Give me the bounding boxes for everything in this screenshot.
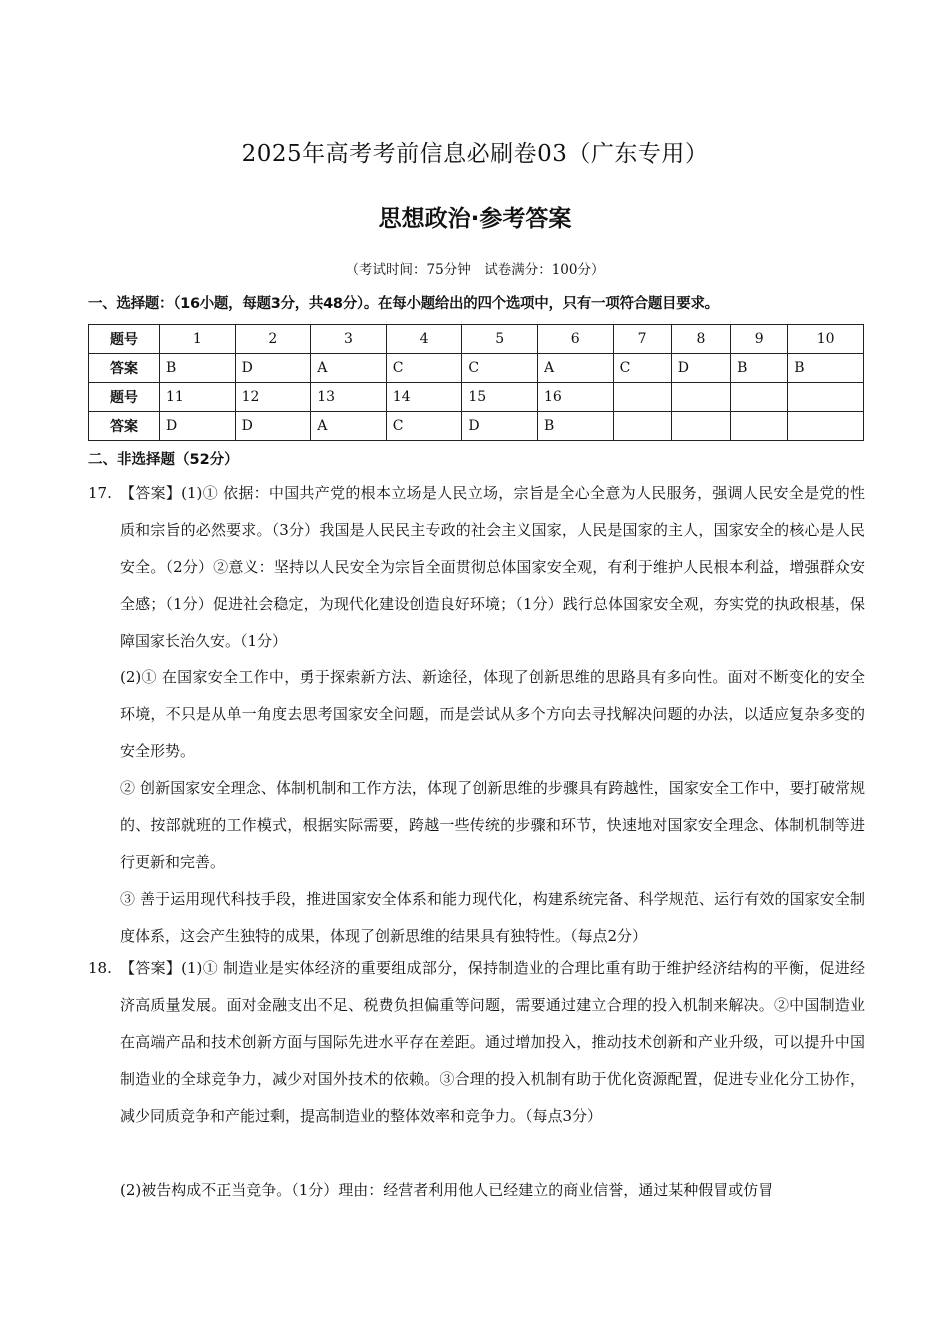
answer-cell: D xyxy=(160,412,236,441)
question-number: 9 xyxy=(731,325,788,354)
answer-cell: A xyxy=(311,412,387,441)
empty-cell xyxy=(613,383,671,412)
question-number: 3 xyxy=(311,325,387,354)
answer-cell: B xyxy=(731,354,788,383)
answer-cell: C xyxy=(386,354,462,383)
page-title: 2025年高考考前信息必刷卷03（广东专用） xyxy=(241,141,709,167)
empty-cell xyxy=(671,412,730,441)
row-label: 答案 xyxy=(89,354,160,383)
row-label: 答案 xyxy=(89,412,160,441)
table-row xyxy=(89,354,864,383)
q17-answer-part2-point1: (2)① 在国家安全工作中，勇于探索新方法、新途径，体现了创新思维的思路具有多向性。面对不断变化的安全环境，不只是从单一角度去思考国家安全问题，而是尝试从多个方向去寻找解决问题的办法，以适应复杂多变的安全形势。 xyxy=(120,668,865,760)
empty-cell xyxy=(788,383,864,412)
empty-cell xyxy=(613,412,671,441)
answer-cell: A xyxy=(537,354,613,383)
q18-answer-part1: 【答案】(1)① 制造业是实体经济的重要组成部分，保持制造业的合理比重有助于维护经济结构的平衡，促进经济高质量发展。面对金融支出不足、税费负担偏重等问题，需要通过建立合理的投入机制来解决。②中国制造业在高端产品和技术创新方面与国际先进水平存在差距。通过增加投入，推动技术创新和产业升级，可以提升中国制造业的全球竞争力，减少对国外技术的依赖。③合理的投入机制有助于优化资源配置，促进专业化分工协作，减少同质竞争和产能过剩，提高制造业的整体效率和竞争力。（每点3分） xyxy=(120,959,865,1125)
answer-cell: D xyxy=(462,412,538,441)
question-number: 4 xyxy=(386,325,462,354)
table-row xyxy=(89,412,864,441)
table-row xyxy=(89,383,864,412)
answer-cell: C xyxy=(462,354,538,383)
question-18-number: 18. xyxy=(88,959,112,977)
question-number: 12 xyxy=(235,383,311,412)
answer-cell: C xyxy=(386,412,462,441)
answer-cell: D xyxy=(235,412,311,441)
q18-answer-part2: (2)被告构成不正当竞争。（1分）理由：经营者利用他人已经建立的商业信誉，通过某种假冒或仿冒 xyxy=(120,1181,774,1199)
table-row xyxy=(89,325,864,354)
question-17-number: 17. xyxy=(88,484,112,502)
answer-cell: C xyxy=(613,354,671,383)
question-number: 1 xyxy=(160,325,236,354)
answer-cell: B xyxy=(537,412,613,441)
question-number: 10 xyxy=(788,325,864,354)
empty-cell xyxy=(788,412,864,441)
section-1-heading: 一、选择题：（16小题，每题3分，共48分）。在每小题给出的四个选项中，只有一项符合题目要求。 xyxy=(88,296,719,312)
question-number: 14 xyxy=(386,383,462,412)
answer-cell: D xyxy=(671,354,730,383)
question-number: 8 xyxy=(671,325,730,354)
row-label: 题号 xyxy=(89,383,160,412)
q17-answer-part2-point2: ② 创新国家安全理念、体制机制和工作方法，体现了创新思维的步骤具有跨越性，国家安全工作中，要打破常规的、按部就班的工作模式，根据实际需要，跨越一些传统的步骤和环节，快速地对国家安全理念、体制机制等进行更新和完善。 xyxy=(120,779,865,871)
question-number: 7 xyxy=(613,325,671,354)
exam-info: （考试时间：75分钟 试卷满分：100分） xyxy=(345,262,605,278)
answer-cell: B xyxy=(788,354,864,383)
page-subtitle: 思想政治·参考答案 xyxy=(378,206,572,232)
answer-cell: A xyxy=(311,354,387,383)
question-number: 15 xyxy=(462,383,538,412)
q17-answer-part2-point3: ③ 善于运用现代科技手段，推进国家安全体系和能力现代化，构建系统完备、科学规范、运行有效的国家安全制度体系，这会产生独特的成果，体现了创新思维的结果具有独特性。（每点2分） xyxy=(120,890,865,945)
question-number: 16 xyxy=(537,383,613,412)
empty-cell xyxy=(671,383,730,412)
question-number: 11 xyxy=(160,383,236,412)
answer-table xyxy=(88,324,864,441)
row-label: 题号 xyxy=(89,325,160,354)
empty-cell xyxy=(731,412,788,441)
empty-cell xyxy=(731,383,788,412)
section-2-heading: 二、非选择题（52分） xyxy=(88,452,239,468)
question-number: 5 xyxy=(462,325,538,354)
question-number: 6 xyxy=(537,325,613,354)
answer-cell: B xyxy=(160,354,236,383)
question-number: 13 xyxy=(311,383,387,412)
q17-answer-part1: 【答案】(1)① 依据：中国共产党的根本立场是人民立场，宗旨是全心全意为人民服务，强调人民安全是党的性质和宗旨的必然要求。（3分）我国是人民民主专政的社会主义国家，人民是国家的主人，国家安全的核心是人民安全。（2分）②意义：坚持以人民安全为宗旨全面贯彻总体国家安全观，有利于维护人民根本利益，增强群众安全感；（1分）促进社会稳定，为现代化建设创造良好环境；（1分）践行总体国家安全观，夯实党的执政根基，保障国家长治久安。（1分） xyxy=(120,484,865,650)
answer-cell: D xyxy=(235,354,311,383)
question-number: 2 xyxy=(235,325,311,354)
